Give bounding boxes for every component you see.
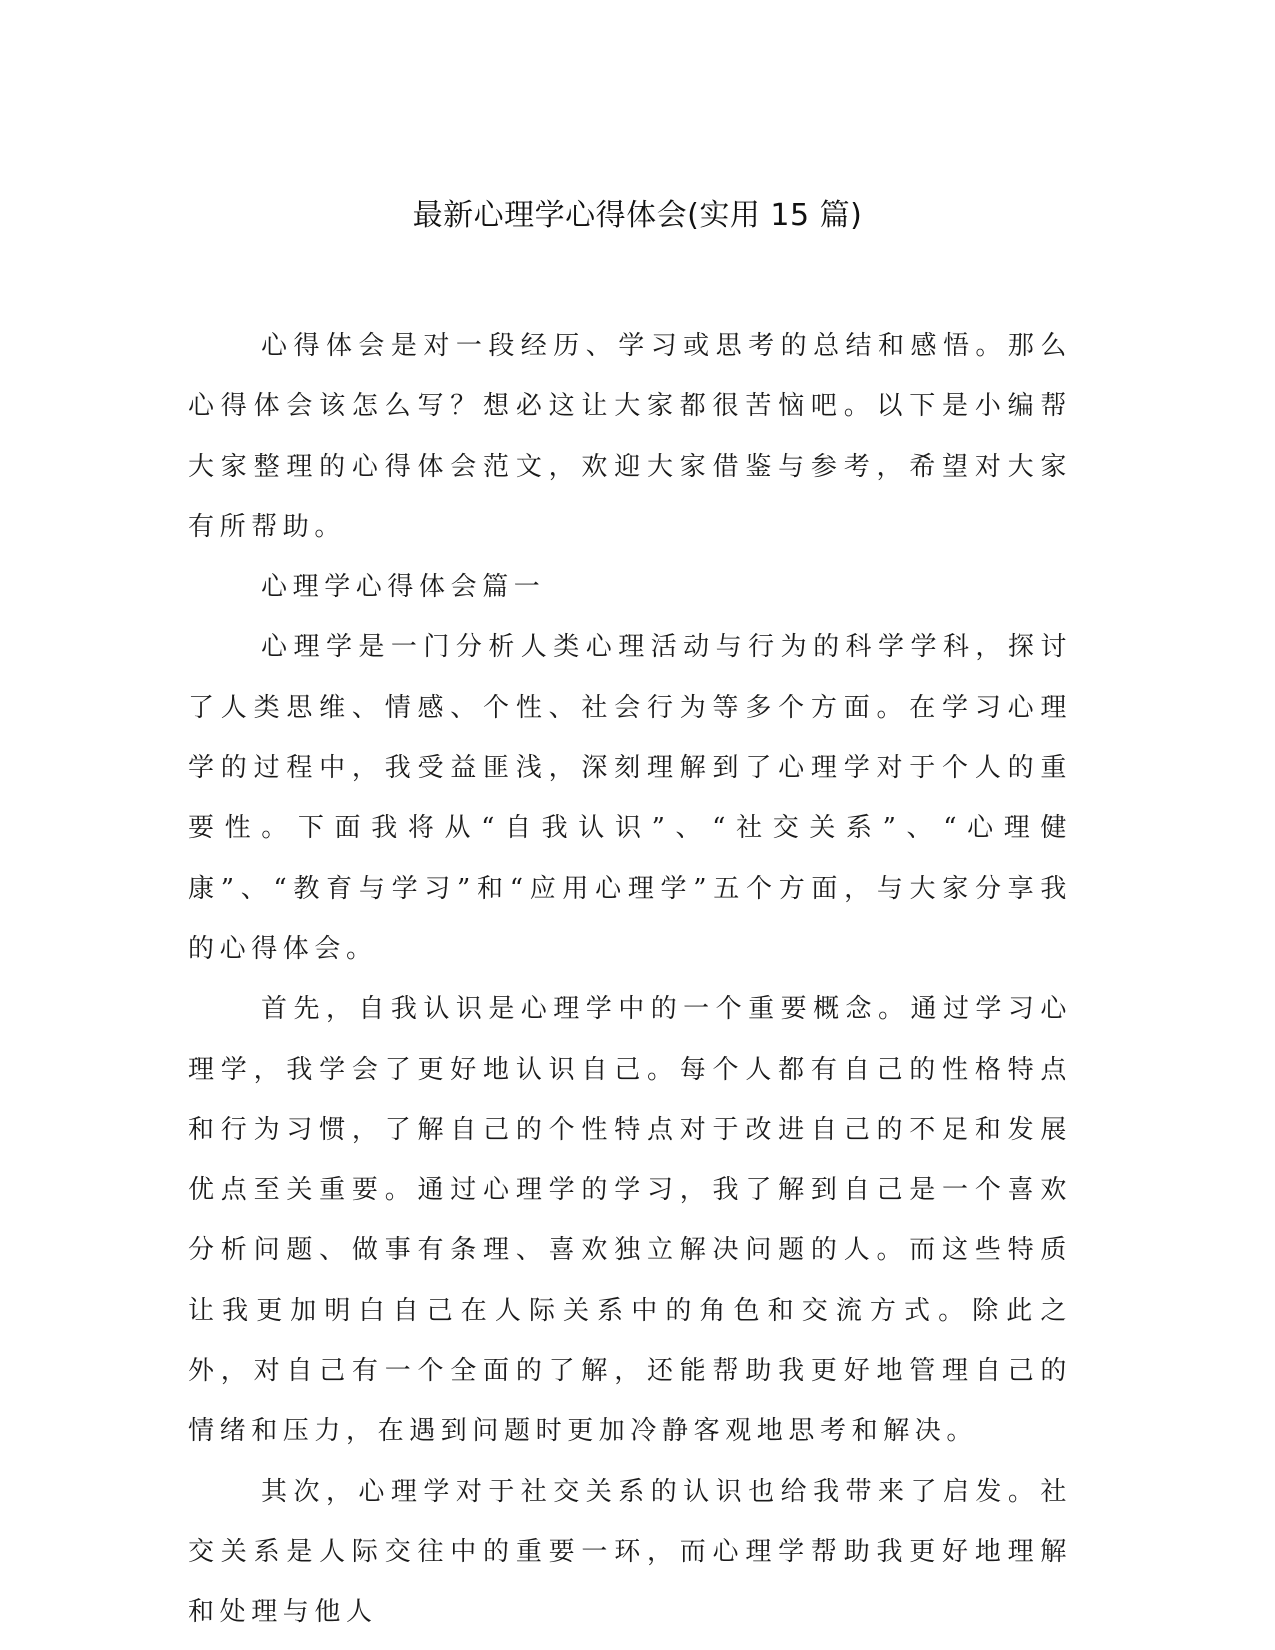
- section-heading: 心理学心得体会篇一: [261, 572, 546, 603]
- document-body: [188, 316, 1072, 1643]
- body-paragraph: 其次，心理学对于社交关系的认识也给我带来了启发。社交关系是人际交往中的重要一环，而心理学帮助我更好地理解和处理与他人: [188, 1476, 1072, 1628]
- body-paragraph: 首先，自我认识是心理学中的一个重要概念。通过学习心理学，我学会了更好地认识自己。每个人都有自己的性格特点和行为习惯，了解自己的个性特点对于改进自己的不足和发展优点至关重要。通过心理学的学习，我了解到自己是一个喜欢分析问题、做事有条理、喜欢独立解决问题的人。而这些特质让我更加明白自己在人际关系中的角色和交流方式。除此之外，对自己有一个全面的了解，还能帮助我更好地管理自己的情绪和压力，在遇到问题时更加冷静客观地思考和解决。: [188, 994, 1072, 1447]
- document-title: 最新心理学心得体会(实用 15 篇): [412, 198, 863, 233]
- intro-paragraph: 心得体会是对一段经历、学习或思考的总结和感悟。那么心得体会该怎么写？想必这让大家都很苦恼吧。以下是小编帮大家整理的心得体会范文，欢迎大家借鉴与参考，希望对大家有所帮助。: [188, 331, 1072, 542]
- body-paragraph: 心理学是一门分析人类心理活动与行为的科学学科，探讨了人类思维、情感、个性、社会行为等多个方面。在学习心理学的过程中，我受益匪浅，深刻理解到了心理学对于个人的重要性。下面我将从“自我认识”、“社交关系”、“心理健康”、“教育与学习”和“应用心理学”五个方面，与大家分享我的心得体会。: [188, 632, 1072, 964]
